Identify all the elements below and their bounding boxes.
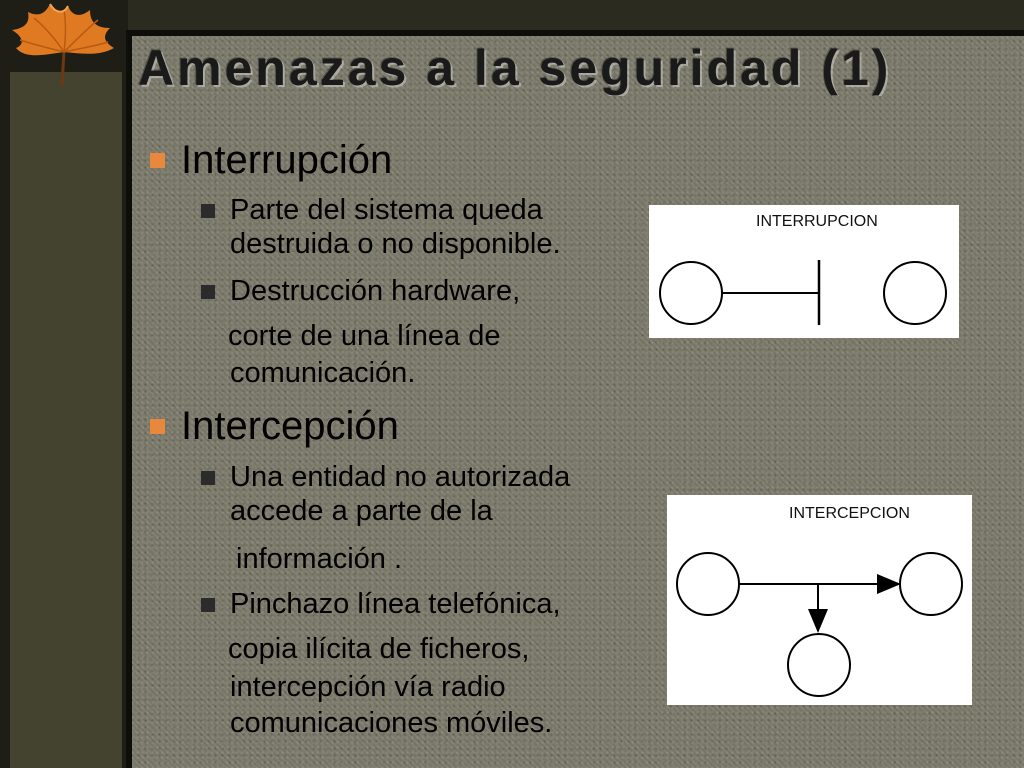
diagram-label: INTERCEPCION bbox=[789, 505, 910, 522]
left-band bbox=[0, 0, 128, 768]
orange-bullet-icon bbox=[150, 419, 165, 434]
top-band bbox=[0, 0, 1024, 32]
bullet-line: Destrucción hardware, bbox=[230, 275, 521, 307]
continuation-line: comunicaciones móviles. bbox=[230, 707, 553, 739]
square-bullet-icon bbox=[201, 471, 215, 485]
destination-node bbox=[900, 553, 962, 615]
section-heading-intercepcion bbox=[150, 404, 399, 448]
bullet-line: accede a parte de la bbox=[230, 495, 493, 527]
bullet-line: destruida o no disponible. bbox=[230, 228, 561, 260]
destination-node bbox=[884, 262, 946, 324]
bullet-item bbox=[230, 193, 561, 261]
source-node bbox=[677, 553, 739, 615]
bullet-line: Pinchazo línea telefónica, bbox=[230, 588, 561, 620]
section-heading-interrupcion bbox=[150, 138, 392, 182]
continuation-line: copia ilícita de ficheros, bbox=[228, 633, 530, 665]
continuation-line: corte de una línea de bbox=[228, 320, 501, 352]
interceptor-node bbox=[788, 634, 850, 696]
section-heading-text: Intercepción bbox=[181, 404, 399, 448]
continuation-line: comunicación. bbox=[230, 357, 416, 389]
left-band-inner bbox=[10, 72, 122, 768]
square-bullet-icon bbox=[201, 285, 215, 299]
square-bullet-icon bbox=[201, 598, 215, 612]
continuation-line: información . bbox=[236, 543, 403, 575]
source-node bbox=[660, 262, 722, 324]
bullet-item bbox=[230, 274, 520, 308]
continuation-line: intercepción vía radio bbox=[230, 671, 506, 703]
section-heading-text: Interrupción bbox=[181, 138, 393, 182]
diagram-label: INTERRUPCION bbox=[756, 213, 878, 230]
interruption-diagram bbox=[649, 205, 959, 338]
square-bullet-icon bbox=[201, 204, 215, 218]
bullet-item bbox=[230, 587, 561, 621]
orange-bullet-icon bbox=[150, 153, 165, 168]
interception-diagram bbox=[667, 495, 972, 705]
slide-title: Amenazas a la seguridad (1) bbox=[138, 40, 892, 96]
bullet-item bbox=[230, 460, 570, 528]
bullet-line: Parte del sistema queda bbox=[230, 194, 543, 226]
autumn-leaf-icon bbox=[4, 0, 124, 92]
bullet-line: Una entidad no autorizada bbox=[230, 461, 571, 493]
